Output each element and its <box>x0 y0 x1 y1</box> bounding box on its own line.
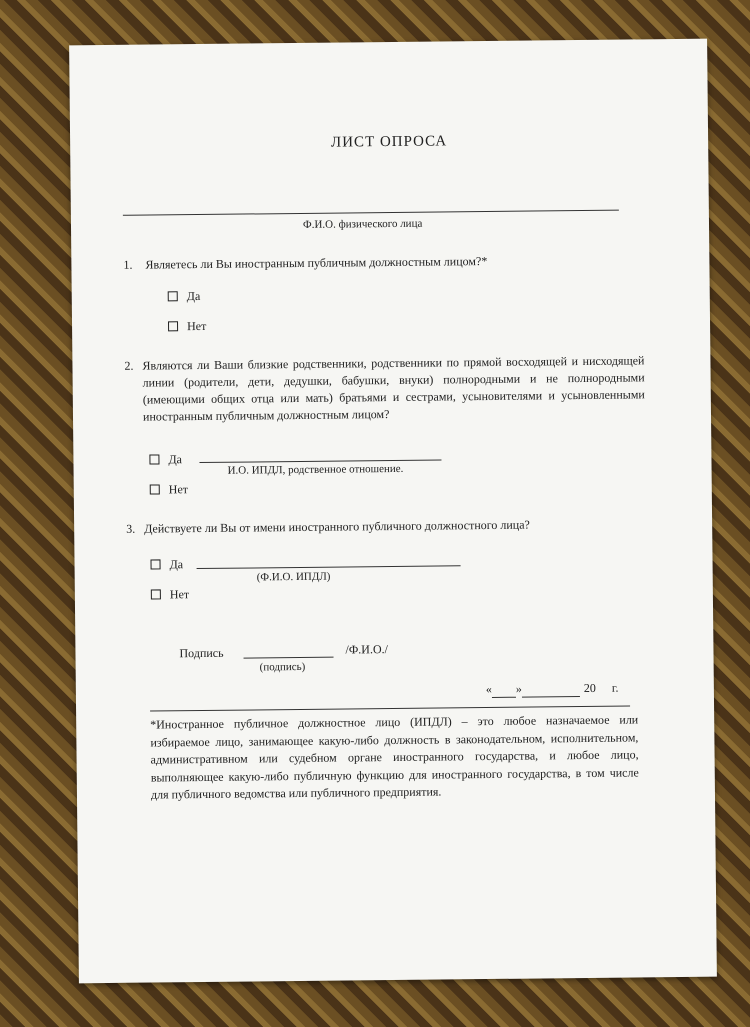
q3-no-option[interactable] <box>151 587 189 602</box>
signature-caption: (подпись) <box>259 660 306 674</box>
month-field[interactable] <box>522 681 580 698</box>
q2-no-label: Нет <box>168 482 189 497</box>
q2-yes-label: Да <box>168 452 183 467</box>
fio-caption: Ф.И.О. физического лица <box>302 217 423 231</box>
question-3 <box>126 515 646 537</box>
question-2 <box>124 352 645 425</box>
q3-answer-line[interactable] <box>197 565 461 569</box>
question-2-text: Являются ли Ваши близкие родственники, родственники по прямой восходящей и нисходящей линии (родители, дети, дедушки, бабушки, внуки) полнородными и не полнородными (имеющими общих отца или мать) братьями и сестрами, усыновителями и усыновленными иностранным публичным должностным лицом? <box>142 353 645 424</box>
date-suffix: г. <box>611 680 619 695</box>
question-3-text: Действуете ли Вы от имени иностранного публичного должностного лица? <box>144 517 530 536</box>
signature-line[interactable] <box>244 657 334 659</box>
checkbox-icon[interactable] <box>149 454 159 464</box>
checkbox-icon[interactable] <box>150 484 160 494</box>
checkbox-icon[interactable] <box>151 589 161 599</box>
q3-yes-label: Да <box>169 557 184 572</box>
questionnaire-sheet <box>69 39 717 984</box>
question-1-text: Являетесь ли Вы иностранным публичным должностным лицом?* <box>145 253 488 272</box>
q3-no-label: Нет <box>169 587 190 602</box>
q1-yes-option[interactable] <box>168 289 201 304</box>
q1-no-label: Нет <box>186 318 207 334</box>
day-field[interactable] <box>492 682 516 698</box>
checkbox-icon[interactable] <box>168 321 178 331</box>
q2-line-caption: И.О. ИПДЛ, родственное отношение. <box>227 462 404 477</box>
date-row <box>486 681 619 698</box>
question-1 <box>123 251 633 273</box>
footnote-separator <box>150 706 630 712</box>
year-field[interactable] <box>596 681 608 696</box>
signature-fio: /Ф.И.О./ <box>345 642 389 657</box>
q1-yes-label: Да <box>186 289 201 304</box>
page-title: ЛИСТ ОПРОСА <box>330 133 448 151</box>
q2-answer-line[interactable] <box>199 459 441 463</box>
question-3-number: 3. <box>126 521 136 536</box>
q2-yes-option[interactable] <box>149 452 182 467</box>
q3-yes-option[interactable] <box>150 557 183 572</box>
question-2-number: 2. <box>124 358 134 373</box>
date-year: 20 <box>583 680 596 696</box>
signature-label: Подпись <box>179 645 224 661</box>
checkbox-icon[interactable] <box>150 559 160 569</box>
checkbox-icon[interactable] <box>168 291 178 301</box>
footnote: *Иностранное публичное должностное лицо (ИПДЛ) – это любое назначаемое или избираемое лицо, занимающее какую-либо должность в законодательном, исполнительном, административном или судебном органе иностранного государства, и любое лицо, выполняющее какую-либо публичную функцию для иностранного государства, в том числе для публичного ведомства или публичного предприятия. <box>150 712 639 802</box>
fio-line <box>123 210 619 216</box>
q2-no-option[interactable] <box>150 482 188 497</box>
q1-no-option[interactable] <box>168 319 206 334</box>
date-close-quote: » <box>515 681 522 696</box>
q3-line-caption: (Ф.И.О. ИПДЛ) <box>256 570 331 584</box>
date-open-quote: « <box>485 681 492 697</box>
question-1-number: 1. <box>123 257 133 272</box>
